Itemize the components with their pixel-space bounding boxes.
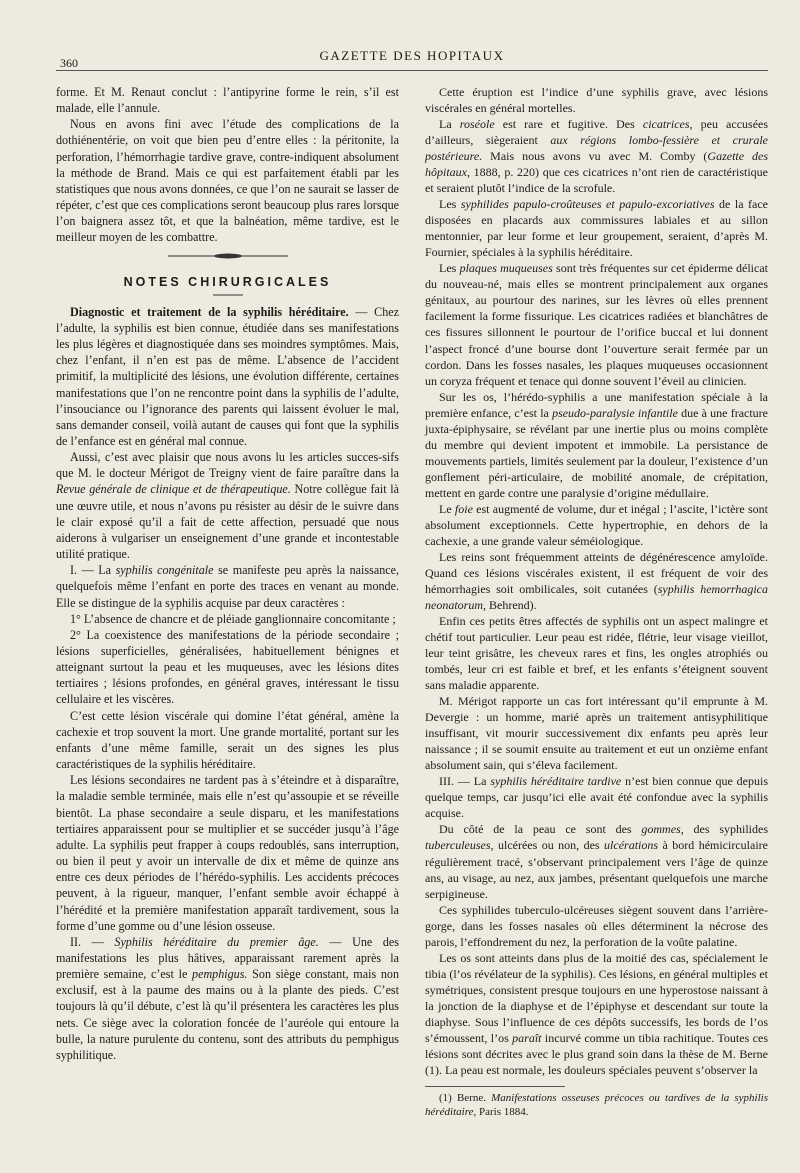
paragraph: Du côté de la peau ce sont des gommes, des syphilides tuberculeuses, ulcérées ou non, des ulcérations à bord hémicirculaire régulièrement tracé, s’observant principalement vers l’âge de quinze ans, au visage, au nez, aux jambes, présentant quelquefois une marche serpigineuse.: [425, 822, 768, 901]
footnote: (1) Berne. Manifestations osseuses précoces ou tardives de la syphilis héréditaire, Paris 1884.: [425, 1091, 768, 1118]
header-rule: [56, 70, 768, 71]
section-title: NOTES CHIRURGICALES: [123, 274, 332, 289]
paragraph: Enfin ces petits êtres affectés de syphilis ont un aspect malingre et chétif tout particulier. Leur peau est ridée, flétrie, leur visage vieillot, leur teint grisâtre, les cheveux rares et fins, les ongles atrophiés ou tombés, leur cri est faible et bref, et les enfants s’éteignent souvent sans maladie apparente.: [425, 614, 768, 693]
paragraph: III. — La syphilis héréditaire tardive n’est bien connue que depuis quelque temps, car jusqu’ici elle avait été confondue avec la syphilis acquise.: [425, 774, 769, 821]
article-heading: Diagnostic et traitement de la syphilis héréditaire.: [70, 304, 349, 319]
paragraph: Les reins sont fréquemment atteints de dégénérescence amyloïde. Quand ces lésions viscérales existent, il est fréquent de voir des hémorrhagies soit ombilicales, soit cutanées (syphilis hemorrhagica neonatorum, Behrend).: [425, 549, 769, 612]
paragraph: Les syphilides papulo-croûteuses et papulo-excoriatives de la face disposées en placards aux commissures labiales et au sillon mentonnier, par leur forme et leur groupement, seraient, d’après M. Fournier, spéciales à la syphilis héréditaire.: [425, 197, 769, 260]
paragraph: Sur les os, l’hérédo-syphilis a une manifestation spéciale à la première enfance, c’est la pseudo-paralysie infantile due à une fracture juxta-épiphysaire, se révélant par une inertie plus ou moins complète du membre qui devient impotent et immobile. La persistance de mouvements partiels, limités seulement par la douleur, l’existence d’un gonflement péri-articulaire, de mobilité anomale, de crépitation, mettent en garde contre une paralysie d’origine médullaire.: [425, 389, 768, 500]
paragraph: 2° La coexistence des manifestations de la période secondaire ; lésions superficielles, généralisées, habituellement bénignes et atteignant surtout la peau et les muqueuses, avec les lésions dites tertiaires ; lésions profondes, en général graves, intéressant le tissu cellulaire et les viscères.: [56, 627, 399, 707]
paragraph: Le foie est augmenté de volume, dur et inégal ; l’ascite, l’ictère sont absolument exceptionnels. Cette hypertrophie, en dehors de la cachexie, a une grande valeur séméiologique.: [425, 501, 769, 548]
paragraph: forme. Et M. Renaut conclut : l’antipyrine forme le rein, s’il est malade, elle l’annule.: [56, 85, 399, 116]
paragraph: Aussi, c’est avec plaisir que nous avons lu les articles succes-sifs que M. le docteur Mérigot de Treigny vient de faire paraître dans la Revue générale de clinique et de thérapeutique. Notre collègue fait là une œuvre utile, et nous n’avons pu résister au désir de le suivre dans le clair exposé qu’il a fait de cette affection, persuadé que nous aiderons à vulgariser un enseignement d’une grande et incontestable utilité pratique.: [56, 450, 399, 562]
paragraph: Ces syphilides tuberculo-ulcéreuses siègent souvent dans l’arrière-gorge, dans les fosses nasales où elles déterminent la nécrose des parois, l’effondrement du nez, la perforation de la voûte palatine.: [425, 902, 768, 949]
footnote-rule: [425, 1086, 565, 1087]
paragraph: II. — Syphilis héréditaire du premier âge. — Une des manifestations les plus hâtives, apparaissant rarement après la première semaine, c’est le pemphigus. Son siège constant, mais non exclusif, est à la paume des mains ou à la plante des pieds. C’est toujours là qu’il débute, c’est là qu’il présentera les caractères les plus nets. Ce siège avec la coloration foncée de l’auréole qui entoure la bulle, la nature purulente du contenu, sont des attributs du pemphigus syphilitique.: [56, 934, 399, 1062]
paragraph: M. Mérigot rapporte un cas fort intéressant qu’il emprunte à M. Devergie : un homme, marié après un traitement antisyphilitique insuffisant, vit mourir successivement dix enfants peu après leur naissance ; il se soumit ensuite au traitement et eut un onzième enfant absolument sain, qui s’éleva facilement.: [425, 694, 768, 773]
paragraph: I. — La syphilis congénitale se manifeste peu après la naissance, quelquefois même l’enfant en porte des traces en venant au monde. Elle se distingue de la syphilis acquise par deux caractères :: [56, 563, 399, 610]
paragraph: Cette éruption est l’indice d’une syphilis grave, avec lésions viscérales en général mortelles.: [425, 85, 768, 116]
paragraph: Les os sont atteints dans plus de la moitié des cas, spécialement le tibia (l’os révélateur de la syphilis). Ces lésions, en général multiples et symétriques, consistent presque toujours en une hyperostose naissant à la jonction de la diaphyse et de l’épiphyse et descendant sur toute la diaphyse. Sous l’influence de ces dépôts successifs, les bords de l’os s’émoussent, l’os paraît incurvé comme un tibia rachitique. Toutes ces lésions sont décrites avec le plus grand soin dans la thèse de M. Berne (1). La peau est normale, les douleurs spéciales peuvent s’observer la: [425, 950, 768, 1077]
ornament-rule-bottom: [213, 292, 243, 298]
paragraph: C’est cette lésion viscérale qui domine l’état général, amène la cachexie et trop souvent la mort. Une grande mortalité, portant sur les enfants d’une même famille, serait un des signes les plus caractéristiques de la syphilis héréditaire.: [56, 708, 399, 772]
paragraph: 1° L’absence de chancre et de pléiade ganglionnaire concomitante ;: [70, 611, 396, 626]
paragraph: Diagnostic et traitement de la syphilis héréditaire. — Chez l’adulte, la syphilis est bien connue, étudiée dans ses manifestations les plus légères et diagnostiquée dans ses moindres symptômes. Mais, chez l’enfant, il n’en est pas de même. L’absence de l’accident primitif, la multiplicité des lésions, une évolution différente, certaines manifestations que l’on ne rencontre point dans la syphilis de l’adulte, l’insouciance ou l’ignorance des parents qui laissent évoluer le mal, sans demander conseil, voilà autant de causes qui font que la syphilis de l’enfance est en général mal connue.: [56, 304, 399, 448]
paragraph: Les plaques muqueuses sont très fréquentes sur cet épiderme délicat du nouveau-né, mais elles se montrent principalement aux organes génitaux, au pourtour des narines, sur les lèvres où elles prennent facilement la forme fissurique. Les cicatrices radiées et blanchâtres de ces fissures sillonnent le pourtour de l’orifice buccal et lui donnent l’aspect froncé d’une bourse dont l’ouverture serait fermée par un cordon. Dans les fosses nasales, les plaques muqueuses occasionnent un coryza fréquent et tenace qui donne souvent l’éveil au clinicien.: [425, 261, 768, 388]
paragraph: Les lésions secondaires ne tardent pas à s’éteindre et à disparaître, la maladie semble terminée, mais elle n’est qu’assoupie et se réveille bientôt. La phase secondaire a seule disparu, et les manifestations tertiaires apparaissent pour se multiplier et se succéder jusqu’à l’âge adulte. La syphilis peut frapper à coups redoublés, sans interruption, ou bien il peut y avoir un intervalle de dix et même de quinze ans entre ces deux périodes de l’hérédo-syphilis. Les accidents précoces peuvent, à la rigueur, manquer, l’enfant semble avoir échappé à l’hérédité et la première manifestation apparaît tardivement, sous la forme d’une gomme ou d’une lésion osseuse.: [56, 773, 399, 933]
running-title: GAZETTE DES HOPITAUX: [319, 48, 505, 63]
ornament-rule-top: [168, 252, 288, 260]
paragraph: Nous en avons fini avec l’étude des complications de la dothiénentérie, on voit que bien peu d’entre elles : la péritonite, la perforation, l’hémorrhagie tardive grave, contre-indiquent absolument la méthode de Brand. Mais ce qui est parfaitement établi par les statistiques que nous avons données, ce que l’on ne saurait se lasser de répéter, c’est que ces complications seront beaucoup plus rares lorsque l’on baignera assez tôt, et que la balnéation, même tardive, est le meilleur moyen de les combattre.: [56, 117, 399, 245]
page-header: [56, 44, 768, 72]
page-number: 360: [60, 56, 78, 70]
paragraph: La roséole est rare et fugitive. Des cicatrices, peu accusées d’ailleurs, siègeraient aux régions lombo-fessière et crurale postérieure. Mais nous avons vu avec M. Comby (Gazette des hôpitaux, 1888, p. 220) que ces cicatrices n’ont rien de caractéristique et seraient plutôt l’indice de la scrofule.: [425, 117, 769, 196]
left-column: [56, 84, 399, 1063]
right-column: [425, 84, 768, 1119]
